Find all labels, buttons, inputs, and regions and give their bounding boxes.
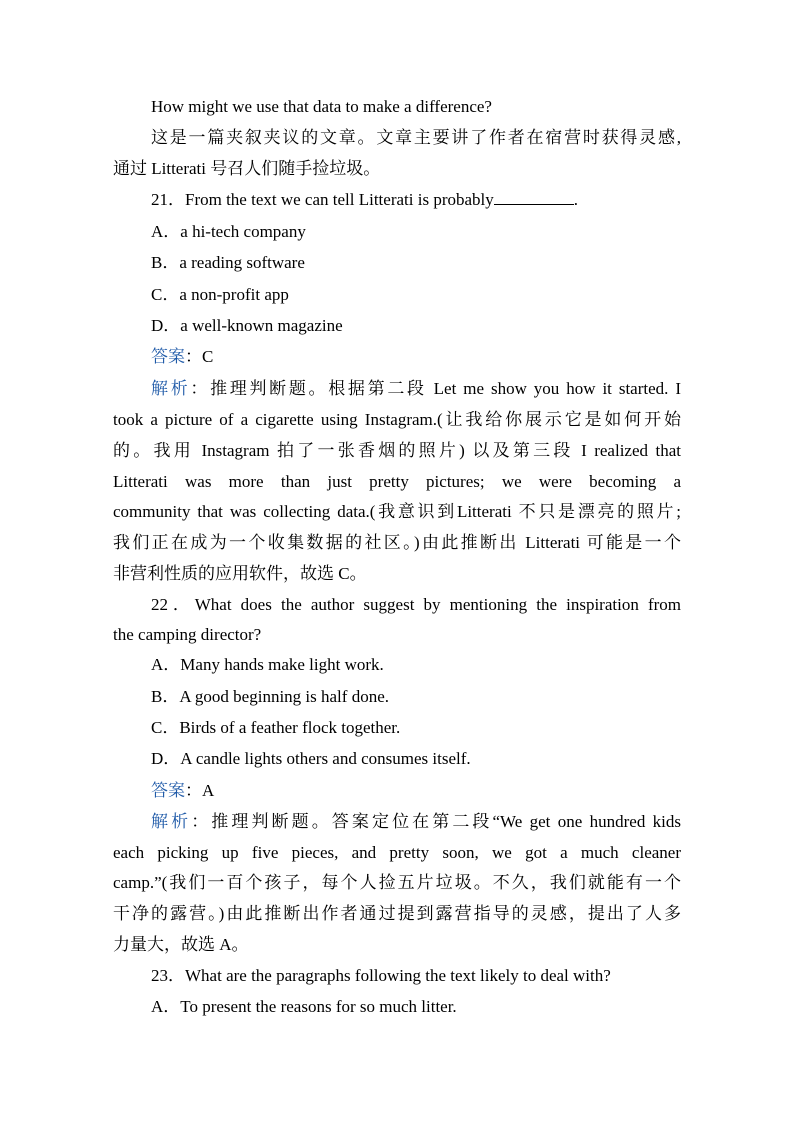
q21-stem-text: 21．From the text we can tell Litterati is probably: [151, 190, 494, 209]
analysis-label: 解析: [151, 379, 191, 398]
q21-option-a: A．a hi-tech company: [151, 222, 306, 241]
answer-value: ：C: [185, 347, 214, 366]
analysis-text: ：推理判断题。根据第二段 Let me show you how it started. I: [190, 379, 682, 398]
answer-value: ：A: [185, 781, 215, 800]
q21-analysis-line-3: 的。我用 Instagram 拍了一张香烟的照片) 以及第三段 I realized that: [113, 441, 681, 460]
intro-question: How might we use that data to make a difference?: [151, 97, 492, 116]
q21-option-d: D．a well-known magazine: [151, 316, 343, 335]
q22-option-c: C．Birds of a feather flock together.: [151, 718, 401, 737]
q21-analysis-line-7: 非营利性质的应用软件，故选 C。: [113, 564, 367, 583]
q23-stem: 23．What are the paragraphs following the text likely to deal with?: [151, 966, 611, 985]
q22-analysis-line-2: each picking up five pieces, and pretty soon, we got a much cleaner: [113, 843, 681, 862]
q22-stem-line-2: the camping director?: [113, 625, 262, 644]
intro-summary-line-1: 这是一篇夹叙夹议的文章。文章主要讲了作者在宿营时获得灵感,: [151, 128, 681, 147]
q21-stem: [151, 189, 681, 211]
q21-analysis-line-5: community that was collecting data.(我意识到Litterati 不只是漂亮的照片;: [113, 502, 681, 521]
q21-analysis-line-2: took a picture of a cigarette using Instagram.(让我给你展示它是如何开始: [113, 410, 681, 429]
q22-option-b: B．A good beginning is half done.: [151, 687, 389, 706]
q21-stem-end: .: [573, 190, 578, 209]
q22-answer: [151, 780, 681, 802]
q22-analysis-line-5: 力量大，故选 A。: [113, 935, 249, 954]
q22-analysis-line-3: camp.”(我们一百个孩子，每个人捡五片垃圾。不久，我们就能有一个: [113, 873, 681, 892]
q21-option-b: B．a reading software: [151, 253, 305, 272]
q23-option-a: A．To present the reasons for so much litter.: [151, 997, 457, 1016]
q21-analysis-line-6: 我们正在成为一个收集数据的社区。)由此推断出 Litterati 可能是一个: [113, 533, 681, 552]
q22-stem-line-1: 22．What does the author suggest by mentioning the inspiration from: [151, 595, 681, 614]
answer-label: 答案: [151, 347, 185, 366]
q22-option-a: A．Many hands make light work.: [151, 655, 384, 674]
q21-answer: [151, 346, 681, 368]
analysis-text: ：推理判断题。答案定位在第二段“We get one hundred kids: [191, 812, 682, 831]
q22-analysis-line-4: 干净的露营。)由此推断出作者通过提到露营指导的灵感，提出了人多: [113, 904, 681, 923]
q21-option-c: C．a non-profit app: [151, 285, 289, 304]
analysis-label: 解析: [151, 812, 192, 831]
q21-analysis-line-1: [151, 378, 681, 400]
answer-blank: [494, 190, 574, 205]
q21-analysis-line-4: Litterati was more than just pretty pictures; we were becoming a: [113, 472, 681, 491]
q22-analysis-line-1: [151, 811, 681, 833]
answer-label: 答案: [151, 781, 185, 800]
intro-summary-line-2: 通过 Litterati 号召人们随手捡垃圾。: [113, 159, 381, 178]
q22-option-d: D．A candle lights others and consumes itself.: [151, 749, 471, 768]
